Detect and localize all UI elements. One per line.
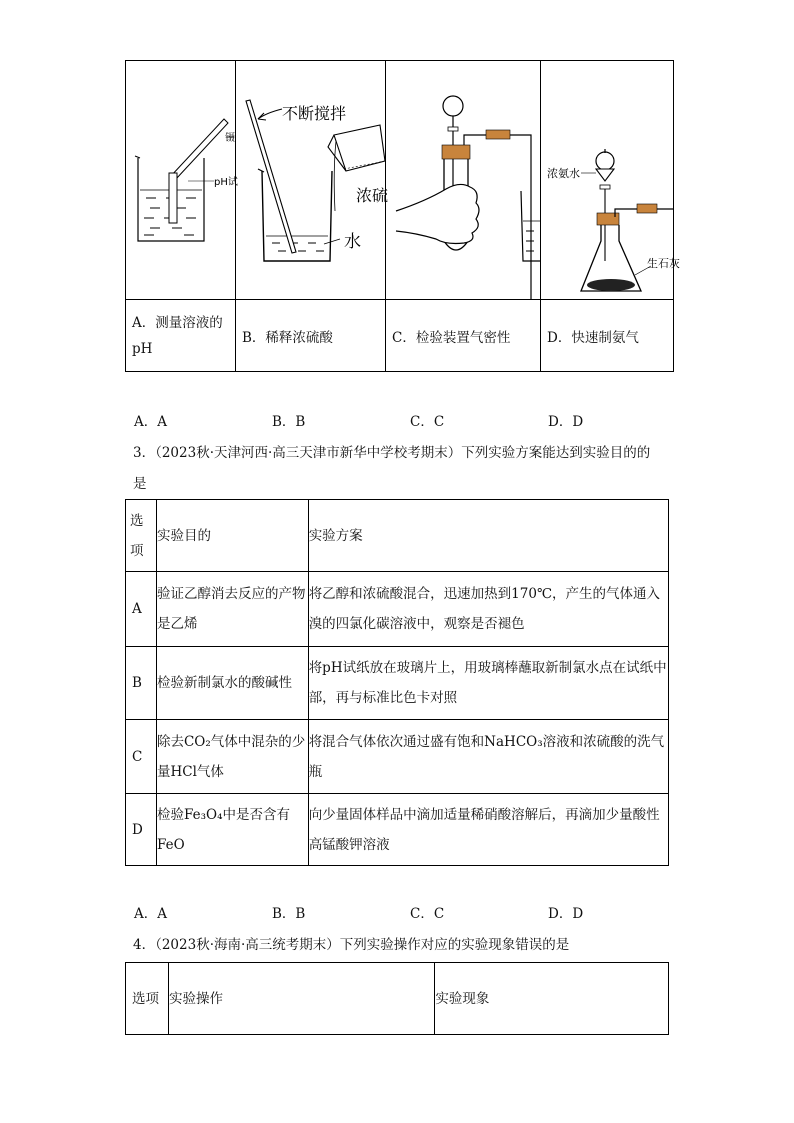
q3-header-plan: 实验方案	[308, 500, 668, 572]
q2-option-d[interactable]: D．D	[548, 414, 584, 430]
label-ph-paper: pH试	[214, 177, 238, 188]
q3-option-b[interactable]: B．B	[272, 906, 306, 922]
q3-header-goal: 实验目的	[156, 500, 308, 572]
caption-c: C．检验装置气密性	[386, 300, 541, 372]
ph-measurement-figure	[126, 61, 238, 299]
table-row	[126, 647, 669, 720]
label-acid: 浓硫	[356, 186, 389, 205]
q3-option-a[interactable]: A．A	[134, 906, 167, 922]
q4-header-phenomenon: 实验现象	[435, 963, 669, 1035]
q3-option-d[interactable]: D．D	[548, 906, 584, 922]
table-row	[126, 794, 669, 866]
table-row	[126, 572, 669, 647]
image-cell-c	[386, 61, 541, 300]
label-water: 水	[344, 232, 361, 252]
airtightness-figure	[386, 61, 540, 299]
q2-option-c[interactable]: C．C	[410, 414, 445, 430]
image-cell-b	[236, 61, 389, 300]
q3-header-option: 选项	[126, 500, 157, 572]
label-stir: 不断搅拌	[282, 104, 347, 123]
q3-row-b-key: B	[126, 647, 157, 720]
q2-apparatus-table	[125, 60, 680, 372]
q3-row-a-goal: 验证乙醇消去反应的产物是乙烯	[156, 572, 308, 647]
label-tweezer: 镊	[225, 133, 235, 144]
q3-row-a-plan: 将乙醇和浓硫酸混合，迅速加热到170℃，产生的气体通入溴的四氯化碳溶液中，观察是否褪色	[308, 572, 668, 647]
q3-row-b-plan: 将pH试纸放在玻璃片上，用玻璃棒蘸取新制氯水点在试纸中部，再与标准比色卡对照	[308, 647, 668, 720]
q2-option-a[interactable]: A．A	[134, 414, 167, 430]
q2-option-b[interactable]: B．B	[272, 414, 306, 430]
q3-row-b-goal: 检验新制氯水的酸碱性	[156, 647, 308, 720]
caption-d: D．快速制氨气	[541, 300, 674, 372]
q4-stem: 4．（2023秋·海南·高三统考期末）下列实验操作对应的实验现象错误的是	[133, 937, 570, 953]
table-row	[126, 720, 669, 794]
q3-stem-line1: 3．（2023秋·天津河西·高三天津市新华中学校考期末）下列实验方案能达到实验目的的	[133, 445, 651, 461]
label-lime: 生石灰	[647, 257, 680, 270]
ammonia-figure	[541, 61, 680, 299]
q3-row-d-plan: 向少量固体样品中滴加适量稀硝酸溶解后，再滴加少量酸性高锰酸钾溶液	[308, 794, 668, 866]
q3-option-c[interactable]: C．C	[410, 906, 445, 922]
q3-row-c-key: C	[126, 720, 157, 794]
caption-a: A．测量溶液的pH	[126, 300, 236, 372]
q3-row-d-goal: 检验Fe₃O₄中是否含有FeO	[156, 794, 308, 866]
q3-row-c-goal: 除去CO₂气体中混杂的少量HCl气体	[156, 720, 308, 794]
q3-row-a-key: A	[126, 572, 157, 647]
q3-row-d-key: D	[126, 794, 157, 866]
label-ammonia-water: 浓氨水	[547, 167, 580, 180]
caption-b: B．稀释浓硫酸	[236, 300, 386, 372]
q3-table	[125, 499, 669, 866]
dilution-figure	[236, 61, 389, 299]
image-cell-d	[541, 61, 680, 300]
q3-row-c-plan: 将混合气体依次通过盛有饱和NaHCO₃溶液和浓硫酸的洗气瓶	[308, 720, 668, 794]
q4-table	[125, 962, 669, 1035]
q4-header-operation: 实验操作	[168, 963, 434, 1035]
q4-header-option: 选项	[126, 963, 169, 1035]
q3-stem-line2: 是	[133, 476, 147, 492]
image-cell-a	[126, 61, 236, 300]
